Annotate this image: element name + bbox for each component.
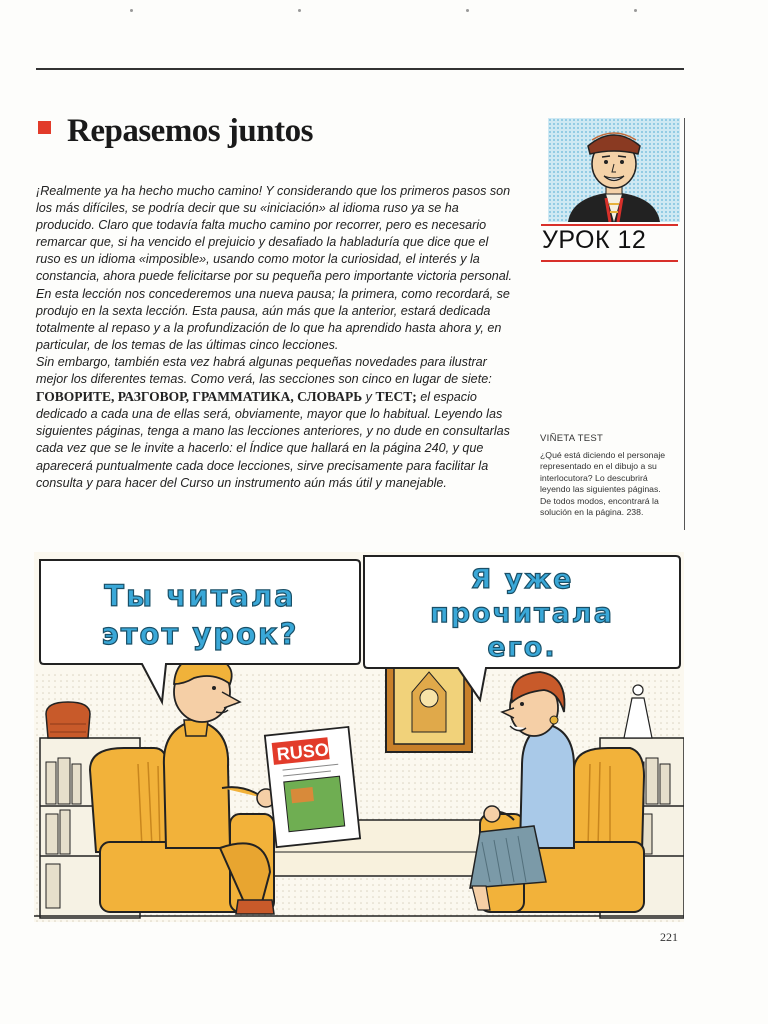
body-text — [36, 183, 516, 492]
paragraph-3-end: el espacio dedicado a cada una de ellas será, obviamente, mayor que lo habitual. Leyendo las siguientes páginas, tenga a mano las lecciones anteriores, y no dude en consultarlas cada vez que se le invite a hacerlo: el Índice que hallará en la página 240, y que aparecerá puntualmente cada doce lecciones, sirve precisamente para facilitar la consulta y para hacer del Curso un instrumento aún más útil y manejable. — [36, 390, 510, 490]
section-names — [36, 389, 417, 404]
paragraph-3 — [36, 354, 516, 492]
sidebar-heading: VIÑETA TEST — [540, 433, 604, 444]
conjunction: y — [362, 390, 376, 405]
section-marker-icon — [38, 121, 51, 134]
bubble-right-line-1: Я уже — [470, 564, 574, 595]
column-divider — [684, 118, 685, 530]
crop-mark — [466, 9, 469, 12]
bubble-left-line-2: этот урок? — [101, 617, 299, 651]
magazine-title: RUSO — [275, 739, 330, 765]
page-title: Repasemos juntos — [67, 113, 313, 149]
lesson-label: УРОК 12 — [542, 226, 647, 254]
sidebar — [540, 433, 680, 518]
paragraph-3-start: Sin embargo, también esta vez habrá algunas pequeñas novedades para ilustrar mejor los diferentes temas. Como verá, las secciones son cinco en lugar de siete: — [36, 354, 492, 387]
bubble-right-line-2: прочитала — [430, 598, 614, 629]
paragraph-1: ¡Realmente ya ha hecho mucho camino! Y considerando que los primeros pasos son los más difíciles, se podría decir que su «iniciación» al idioma ruso ya se ha producido. Claro que todavía falta mucho camino por recorrer, pero es necesario remarcar que, si ha vencido el prejuicio y desafiado la habladuría que dice que el ruso es un idioma «imposible», usando como motor la curiosidad, el interés y la constancia, ahora puede felicitarse por su pequeña pero importante victoria personal. — [36, 184, 513, 284]
section-list: ГОВОРИТЕ, РАЗГОВОР, ГРАММАТИКА, СЛОВАРЬ — [36, 389, 363, 405]
comic-illustration — [34, 552, 684, 922]
top-rule — [36, 68, 684, 70]
page-number: 221 — [660, 930, 678, 944]
lesson-rule-bottom — [541, 260, 678, 262]
crop-mark — [130, 9, 133, 12]
sidebar-text: ¿Qué está diciendo el personaje representado en el dibujo a su interlocutora? Lo descubrirá leyendo las siguientes páginas. De todos modos, encontrará la solución en la página. 238. — [540, 450, 666, 518]
crop-mark — [634, 9, 637, 12]
portrait-illustration — [548, 118, 680, 222]
paragraph-2: En esta lección nos concederemos una nueva pausa; la primera, como recordará, se produjo en la sexta lección. Esta pausa, aún más que la anterior, estará dedicada totalmente al repaso y a la profundización de lo que ha aprendido hasta ahora y, en particular, de los temas de las últimas cinco lecciones. — [36, 286, 510, 352]
bubble-right-line-3: его. — [487, 632, 557, 663]
crop-mark — [298, 9, 301, 12]
section-test: ТЕСТ; — [375, 389, 417, 405]
bubble-left-line-1: Ты читала — [104, 579, 296, 613]
